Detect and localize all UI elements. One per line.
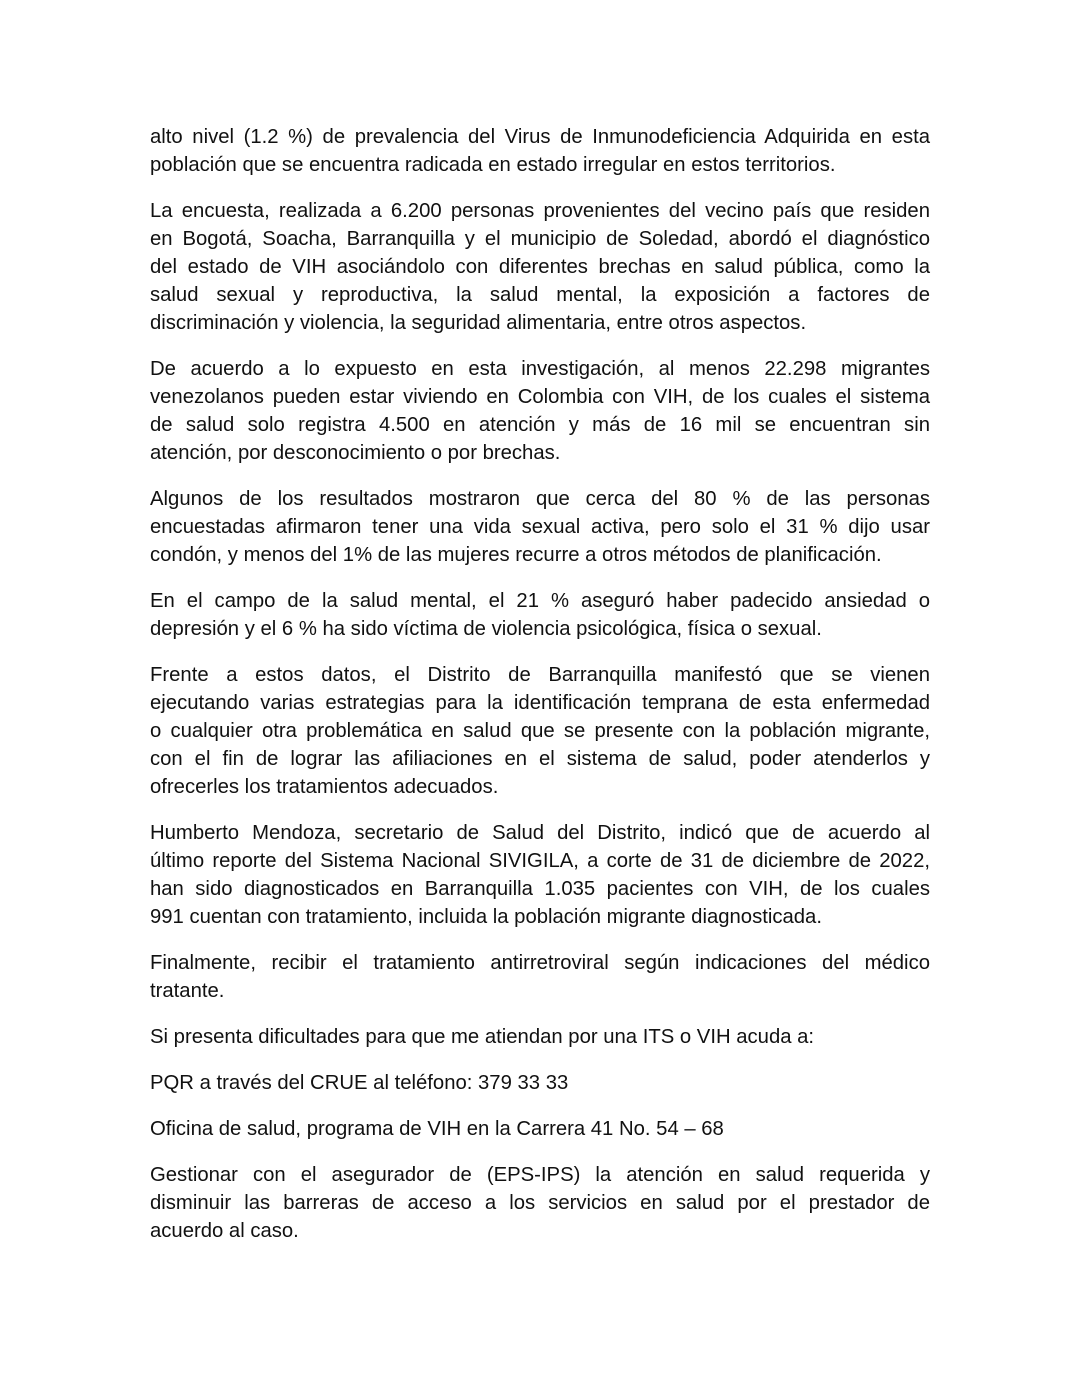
- paragraph: [150, 485, 930, 569]
- text-line: del estado de VIH asociándolo con diferentes brechas en salud pública, como la: [150, 256, 930, 278]
- text-line: en Bogotá, Soacha, Barranquilla y el municipio de Soledad, abordó el diagnóstico: [150, 228, 930, 250]
- paragraph: [150, 1115, 930, 1143]
- text-line: de salud solo registra 4.500 en atención y más de 16 mil se encuentran sin: [150, 414, 930, 436]
- text-line: han sido diagnosticados en Barranquilla 1.035 pacientes con VIH, de los cuales: [150, 878, 930, 900]
- paragraph: [150, 587, 930, 643]
- text-line: depresión y el 6 % ha sido víctima de violencia psicológica, física o sexual.: [150, 618, 822, 640]
- text-line: Finalmente, recibir el tratamiento antirretroviral según indicaciones del médico: [150, 952, 930, 974]
- text-line: ofrecerles los tratamientos adecuados.: [150, 776, 499, 798]
- text-line: PQR a través del CRUE al teléfono: 379 33 33: [150, 1072, 569, 1094]
- text-line: ejecutando varias estrategias para la identificación temprana de esta enfermedad: [150, 692, 930, 714]
- paragraph: [150, 1161, 930, 1245]
- text-line: Algunos de los resultados mostraron que cerca del 80 % de las personas: [150, 488, 930, 510]
- text-line: Humberto Mendoza, secretario de Salud del Distrito, indicó que de acuerdo al: [150, 822, 930, 844]
- text-line: alto nivel (1.2 %) de prevalencia del Virus de Inmunodeficiencia Adquirida en esta: [150, 126, 930, 148]
- text-line: atención, por desconocimiento o por brechas.: [150, 442, 561, 464]
- text-line: venezolanos pueden estar viviendo en Colombia con VIH, de los cuales el sistema: [150, 386, 930, 408]
- text-line: disminuir las barreras de acceso a los servicios en salud por el prestador de: [150, 1192, 930, 1214]
- text-line: con el fin de lograr las afiliaciones en el sistema de salud, poder atenderlos y: [150, 748, 930, 770]
- text-line: encuestadas afirmaron tener una vida sexual activa, pero solo el 31 % dijo usar: [150, 516, 930, 538]
- paragraph: [150, 1023, 930, 1051]
- text-line: último reporte del Sistema Nacional SIVIGILA, a corte de 31 de diciembre de 2022,: [150, 850, 930, 872]
- paragraph: [150, 949, 930, 1005]
- text-line: Gestionar con el asegurador de (EPS-IPS) la atención en salud requerida y: [150, 1164, 930, 1186]
- paragraph: [150, 1069, 930, 1097]
- text-line: condón, y menos del 1% de las mujeres recurre a otros métodos de planificación.: [150, 544, 882, 566]
- paragraph: [150, 197, 930, 337]
- text-line: En el campo de la salud mental, el 21 % aseguró haber padecido ansiedad o: [150, 590, 930, 612]
- paragraph: [150, 123, 930, 179]
- paragraph: [150, 355, 930, 467]
- text-line: De acuerdo a lo expuesto en esta investigación, al menos 22.298 migrantes: [150, 358, 930, 380]
- text-line: discriminación y violencia, la seguridad alimentaria, entre otros aspectos.: [150, 312, 807, 334]
- text-line: Frente a estos datos, el Distrito de Barranquilla manifestó que se vienen: [150, 664, 930, 686]
- text-line: población que se encuentra radicada en estado irregular en estos territorios.: [150, 154, 836, 176]
- text-line: acuerdo al caso.: [150, 1220, 299, 1242]
- text-line: o cualquier otra problemática en salud que se presente con la población migrante,: [150, 720, 930, 742]
- paragraph: [150, 661, 930, 801]
- paragraph: [150, 819, 930, 931]
- text-line: Si presenta dificultades para que me atiendan por una ITS o VIH acuda a:: [150, 1026, 815, 1048]
- document-page: [150, 123, 930, 1263]
- text-line: Oficina de salud, programa de VIH en la Carrera 41 No. 54 – 68: [150, 1118, 724, 1140]
- text-line: 991 cuentan con tratamiento, incluida la población migrante diagnosticada.: [150, 906, 822, 928]
- text-line: La encuesta, realizada a 6.200 personas provenientes del vecino país que residen: [150, 200, 930, 222]
- text-line: salud sexual y reproductiva, la salud mental, la exposición a factores de: [150, 284, 930, 306]
- text-line: tratante.: [150, 980, 225, 1002]
